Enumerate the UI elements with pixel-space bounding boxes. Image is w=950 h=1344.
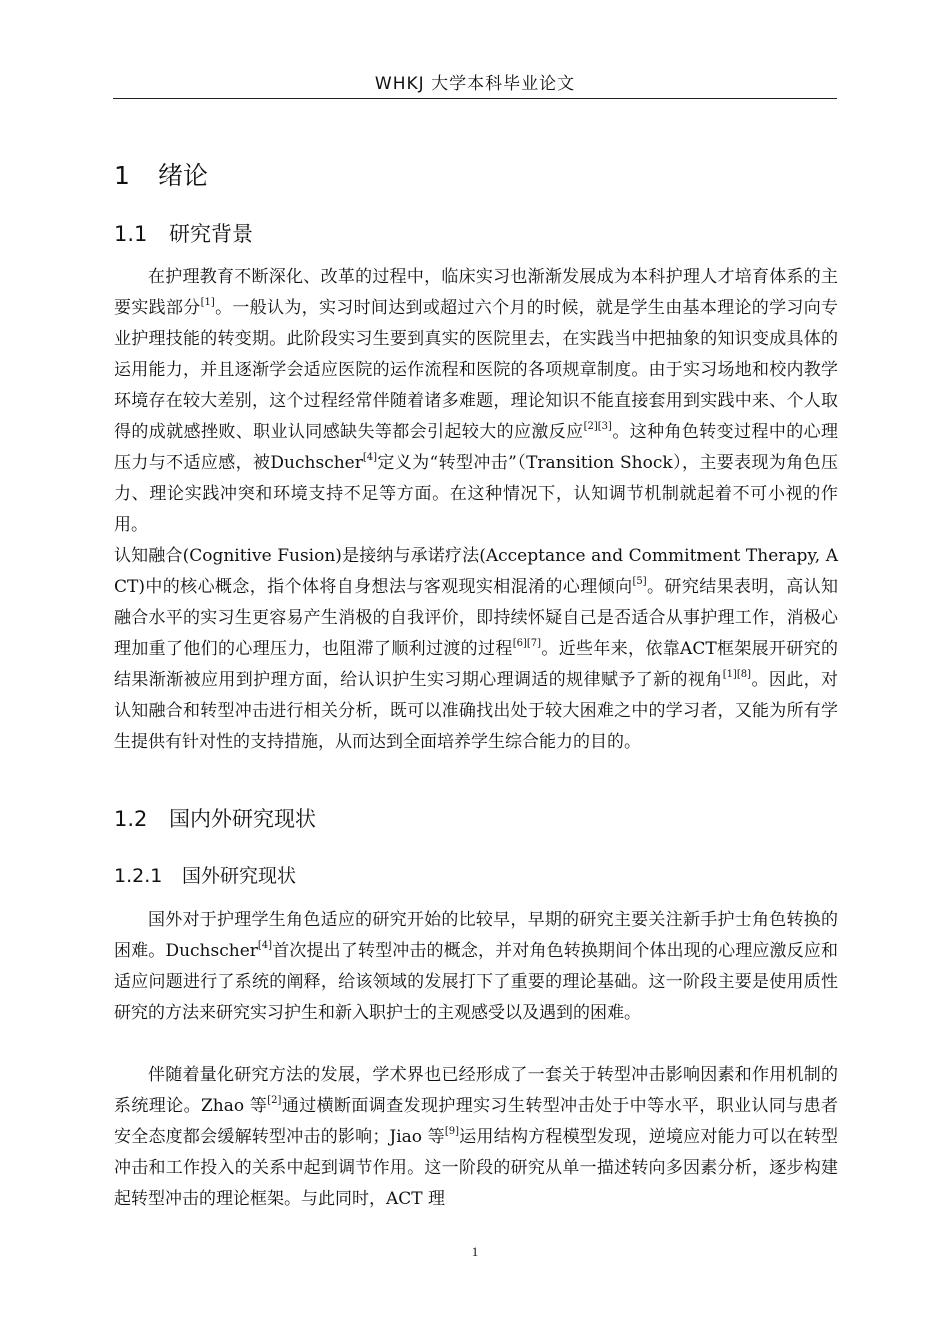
chapter-title: 绪论 bbox=[158, 161, 209, 190]
paragraph-text: 。一般认为，实习时间达到或超过六个月的时候，就是学生由基本理论的学习向专业护理技能的转变期。此阶段实习生要到真实的医院里去，在实践当中把抽象的知识变成具体的运用能力，并且逐渐学会适应医院的运作流程和医院的各项规章制度。由于实习场地和校内教学环境存在较大差别，这个过程经常伴随着诸多难题，理论知识不能直接套用到实践中来、个人取得的成就感挫败、职业认同感缺失等都会引起较大的应激反应 bbox=[114, 298, 839, 442]
running-header bbox=[113, 70, 837, 99]
paragraph-cognitive-fusion bbox=[114, 541, 838, 758]
page-footer bbox=[0, 1244, 950, 1260]
section-title: 研究背景 bbox=[169, 222, 253, 246]
paragraph-text: 认知融合(Cognitive Fusion)是接纳与承诺疗法(Acceptance and Commitment Therapy, ACT)中的核心概念，指个体将自身想法与客观现实相混淆的心理倾向 bbox=[114, 546, 838, 597]
paragraph-text: 通过横断面调查发现护理实习生转型冲击处于中等水平，职业认同与患者安全态度都会缓解转型冲击的影响；Jiao 等 bbox=[114, 1096, 838, 1147]
citation[interactable]: [4] bbox=[257, 940, 273, 951]
paragraph-text: 国外对于护理学生角色适应的研究开始的比较早，早期的研究主要关注新手护士角色转换的困难。Duchscher bbox=[114, 910, 838, 961]
subsection-heading-1-2-1 bbox=[114, 860, 296, 892]
subsection-number: 1.2.1 bbox=[114, 865, 163, 887]
paragraph-text: 运用结构方程模型发现，逆境应对能力可以在转型冲击和工作投入的关系中起到调节作用。这一阶段的研究从单一描述转向多因素分析，逐步构建起转型冲击的理论框架。与此同时，ACT 理 bbox=[114, 1127, 839, 1209]
paragraph-text: 首次提出了转型冲击的概念，并对角色转换期间个体出现的心理应激反应和适应问题进行了系统的阐释，给该领域的发展打下了重要的理论基础。这一阶段主要是使用质性研究的方法来研究实习护生和新入职护士的主观感受以及遇到的困难。 bbox=[114, 941, 839, 1023]
header-title: WHKJ 大学本科毕业论文 bbox=[374, 74, 576, 94]
paragraph-text: 。因此，对认知融合和转型冲击进行相关分析，既可以准确找出处于较大困难之中的学习者，又能为所有学生提供有针对性的支持措施，从而达到全面培养学生综合能力的目的。 bbox=[114, 670, 839, 752]
section-number: 1.2 bbox=[114, 807, 148, 831]
paragraph-background bbox=[114, 262, 838, 541]
citation[interactable]: [6][7] bbox=[512, 638, 542, 649]
chapter-heading bbox=[114, 156, 208, 196]
section-heading-1-1 bbox=[114, 217, 253, 251]
paragraph-quantitative-research bbox=[114, 1060, 838, 1215]
citation[interactable]: [5] bbox=[632, 576, 647, 587]
citation[interactable]: [9] bbox=[444, 1126, 460, 1137]
page-number: 1 bbox=[471, 1244, 479, 1259]
paragraph-text: 伴随着量化研究方法的发展，学术界也已经形成了一套关于转型冲击影响因素和作用机制的系统理论。Zhao 等 bbox=[114, 1065, 838, 1116]
citation[interactable]: [2] bbox=[267, 1095, 282, 1106]
paragraph-text: 。这种角色转变过程中的心理压力与不适应感，被Duchscher bbox=[114, 422, 839, 473]
subsection-title: 国外研究现状 bbox=[182, 865, 297, 887]
paragraph-foreign-research bbox=[114, 905, 838, 1029]
section-title: 国内外研究现状 bbox=[169, 807, 316, 831]
section-heading-1-2 bbox=[114, 802, 316, 836]
paragraph-text: 。近些年来，依靠ACT框架展开研究的结果渐渐被应用到护理方面，给认识护生实习期心理调适的规律赋予了新的视角 bbox=[114, 639, 839, 690]
paragraph-text: 在护理教育不断深化、改革的过程中，临床实习也渐渐发展成为本科护理人才培育体系的主要实践部分 bbox=[114, 267, 838, 318]
citation[interactable]: [4] bbox=[362, 452, 378, 463]
paragraph-text: 。研究结果表明，高认知融合水平的实习生更容易产生消极的自我评价，即持续怀疑自己是否适合从事护理工作，消极心理加重了他们的心理压力，也阻滞了顺利过渡的过程 bbox=[114, 577, 838, 659]
citation[interactable]: [2][3] bbox=[583, 421, 612, 432]
section-number: 1.1 bbox=[114, 222, 148, 246]
chapter-number: 1 bbox=[114, 161, 130, 190]
citation[interactable]: [1] bbox=[200, 297, 215, 308]
citation[interactable]: [1][8] bbox=[722, 669, 752, 680]
paragraph-text: 定义为“转型冲击”（Transition Shock），主要表现为角色压力、理论实践冲突和环境支持不足等方面。在这种情况下，认知调节机制就起着不可小视的作用。 bbox=[114, 453, 838, 535]
